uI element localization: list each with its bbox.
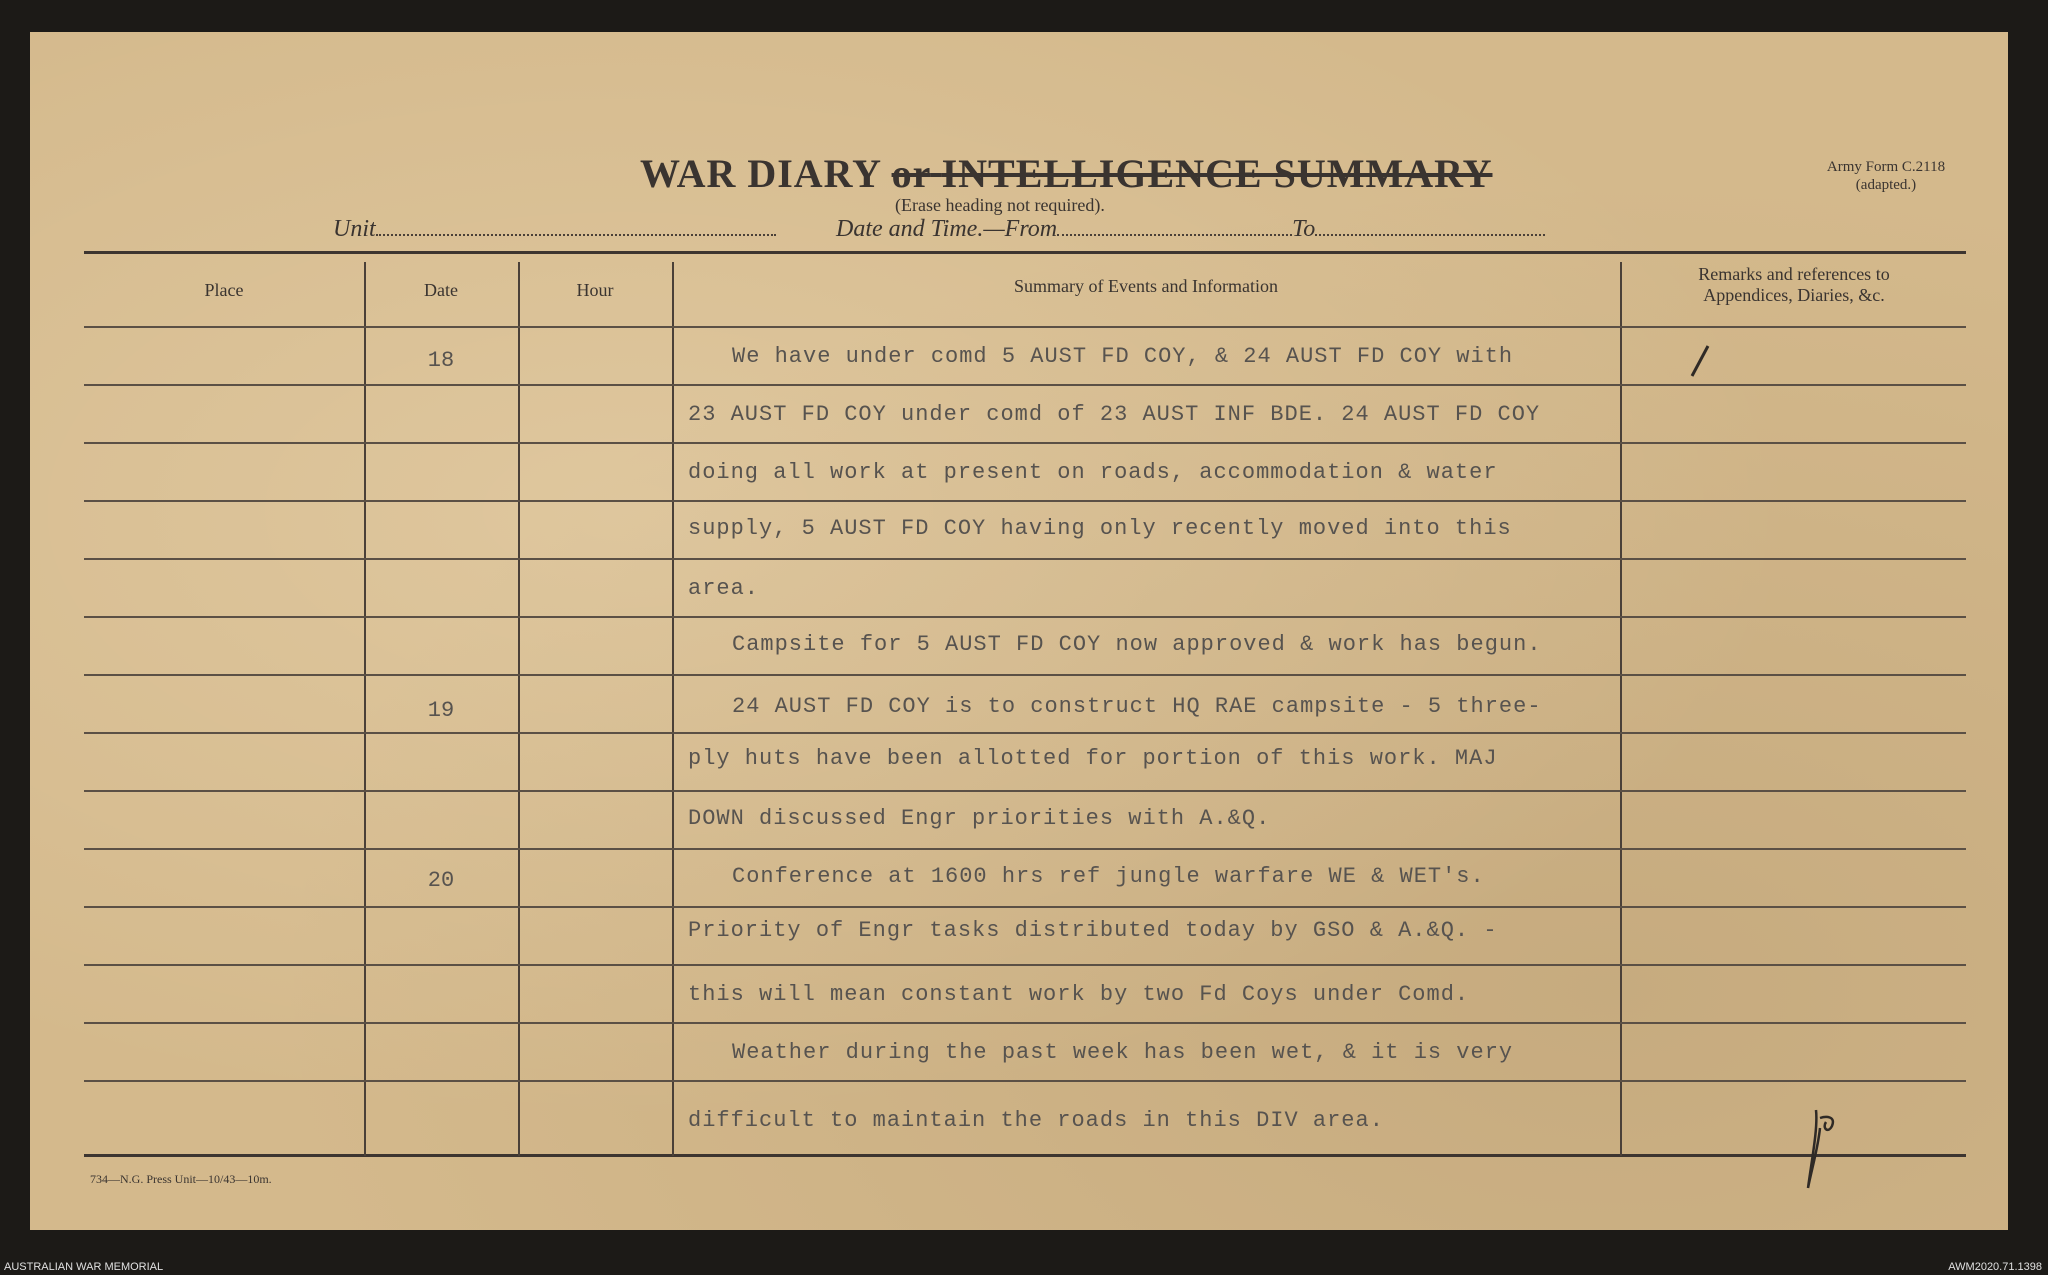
summary-line: area. bbox=[688, 576, 760, 601]
ruled-line bbox=[84, 964, 1966, 966]
date-entry-20: 20 bbox=[427, 868, 455, 893]
unit-label: Unit bbox=[333, 216, 376, 242]
ruled-line bbox=[84, 790, 1966, 792]
summary-line: Priority of Engr tasks distributed today by GSO & A.&Q. - bbox=[688, 918, 1498, 943]
ruled-line bbox=[84, 500, 1966, 502]
form-title bbox=[640, 150, 1492, 197]
table-bottom-border bbox=[84, 1154, 1966, 1157]
header-place: Place bbox=[204, 280, 244, 300]
summary-line: Conference at 1600 hrs ref jungle warfare WE & WET's. bbox=[732, 864, 1485, 889]
printer-imprint: 734—N.G. Press Unit—10/43—10m. bbox=[90, 1172, 272, 1186]
table-top-border bbox=[84, 251, 1966, 254]
header-remarks bbox=[1622, 264, 1966, 306]
archive-label-left: AUSTRALIAN WAR MEMORIAL bbox=[4, 1261, 164, 1273]
army-form-number: Army Form C.2118 bbox=[1826, 159, 1946, 175]
summary-line: 24 AUST FD COY is to construct HQ RAE campsite - 5 three- bbox=[732, 694, 1542, 719]
army-form-adapted: (adapted.) bbox=[1855, 177, 1917, 193]
ruled-line bbox=[84, 848, 1966, 850]
summary-line: Campsite for 5 AUST FD COY now approved & work has begun. bbox=[732, 632, 1542, 657]
header-date: Date bbox=[424, 280, 458, 300]
ruled-line bbox=[84, 732, 1966, 734]
header-remarks-line1: Remarks and references to bbox=[1698, 264, 1890, 284]
header-summary: Summary of Events and Information bbox=[1014, 276, 1278, 296]
unit-dotted-line bbox=[376, 214, 776, 236]
pencil-tick-mark bbox=[1686, 340, 1716, 380]
summary-line: this will mean constant work by two Fd Coys under Comd. bbox=[688, 982, 1470, 1007]
archive-accession-number: AWM2020.71.1398 bbox=[1948, 1261, 2042, 1273]
date-entry-18: 18 bbox=[427, 348, 455, 373]
header-remarks-line2: Appendices, Diaries, &c. bbox=[1703, 285, 1885, 305]
unit-field bbox=[333, 214, 776, 243]
summary-line: supply, 5 AUST FD COY having only recently moved into this bbox=[688, 516, 1512, 541]
ruled-line bbox=[84, 442, 1966, 444]
summary-line: We have under comd 5 AUST FD COY, & 24 AUST FD COY with bbox=[732, 344, 1514, 369]
from-dotted-line bbox=[1057, 214, 1292, 236]
date-time-label: Date and Time.—From bbox=[836, 216, 1058, 242]
header-hour: Hour bbox=[576, 280, 614, 300]
ruled-line bbox=[84, 1022, 1966, 1024]
ruled-line bbox=[84, 326, 1966, 328]
ruled-line bbox=[84, 1080, 1966, 1082]
ruled-line bbox=[84, 674, 1966, 676]
ruled-line bbox=[84, 558, 1966, 560]
title-intelligence-summary: INTELLIGENCE SUMMARY bbox=[941, 151, 1493, 196]
title-struck-portion bbox=[892, 151, 1493, 196]
ruled-line bbox=[84, 906, 1966, 908]
title-war-diary: WAR DIARY bbox=[640, 151, 881, 196]
summary-line: Weather during the past week has been wet, & it is very bbox=[732, 1040, 1514, 1065]
date-entry-19: 19 bbox=[427, 698, 455, 723]
to-dotted-line bbox=[1315, 214, 1545, 236]
summary-line: DOWN discussed Engr priorities with A.&Q. bbox=[688, 806, 1271, 831]
title-or: or bbox=[891, 151, 931, 196]
army-form-label bbox=[1796, 158, 1976, 194]
summary-line: 23 AUST FD COY under comd of 23 AUST INF BDE. 24 AUST FD COY bbox=[688, 402, 1541, 427]
summary-line: difficult to maintain the roads in this DIV area. bbox=[688, 1108, 1384, 1133]
handwritten-initials bbox=[1796, 1098, 1856, 1198]
summary-line: ply huts have been allotted for portion of this work. MAJ bbox=[688, 746, 1498, 771]
summary-line: doing all work at present on roads, accommodation & water bbox=[688, 460, 1498, 485]
erase-note: (Erase heading not required). bbox=[895, 195, 1105, 215]
ruled-line bbox=[84, 616, 1966, 618]
ruled-line bbox=[84, 384, 1966, 386]
to-label: To bbox=[1292, 216, 1316, 242]
date-time-field bbox=[836, 214, 1545, 243]
